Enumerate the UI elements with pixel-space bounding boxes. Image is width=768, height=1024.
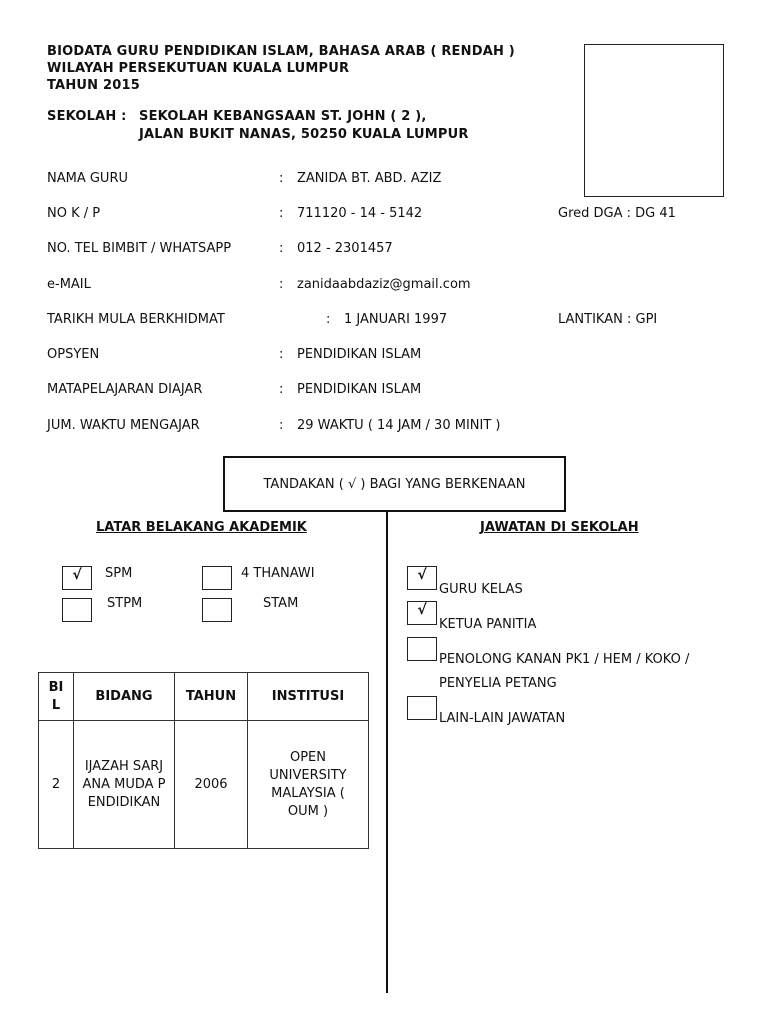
checkbox-label-spm: SPM	[105, 566, 133, 581]
column-header-institusi: INSTITUSI	[248, 673, 369, 721]
field-separator: :	[279, 347, 284, 362]
field-separator: :	[279, 171, 284, 186]
field-separator: :	[279, 206, 284, 221]
column-header-bidang: BIDANG	[74, 673, 175, 721]
cell-bidang: IJAZAH SARJANA MUDA PENDIDIKAN	[74, 721, 175, 849]
checkbox-label-ketua-panitia: KETUA PANITIA	[439, 617, 537, 632]
academic-table	[38, 672, 369, 849]
field-separator: :	[279, 418, 284, 433]
column-header-tahun: TAHUN	[175, 673, 248, 721]
column-divider	[386, 512, 388, 993]
checkbox-stam[interactable]	[202, 598, 232, 622]
checkbox-penolong-kanan[interactable]	[407, 637, 437, 661]
cell-institusi: OPEN UNIVERSITY MALAYSIA ( OUM )	[248, 721, 369, 849]
cell-tahun: 2006	[175, 721, 248, 849]
checkbox-lain-lain[interactable]	[407, 696, 437, 720]
checkbox-guru-kelas[interactable]: √	[407, 566, 437, 590]
field-label: NO K / P	[47, 206, 101, 221]
field-value: 012 - 2301457	[297, 241, 393, 256]
checkbox-label-penolong-kanan: PENOLONG KANAN PK1 / HEM / KOKO /	[439, 652, 690, 667]
field-label: OPSYEN	[47, 347, 100, 362]
field-value: 711120 - 14 - 5142	[297, 206, 423, 221]
field-value: 29 WAKTU ( 14 JAM / 30 MINIT )	[297, 418, 501, 433]
table-header-row	[39, 673, 369, 721]
checkbox-label-lain-lain: LAIN-LAIN JAWATAN	[439, 711, 566, 726]
checkbox-spm[interactable]: √	[62, 566, 92, 590]
field-label: NAMA GURU	[47, 171, 128, 186]
field-separator: :	[279, 277, 284, 292]
cell-bil: 2	[39, 721, 74, 849]
field-separator: :	[326, 312, 331, 327]
field-label: NO. TEL BIMBIT / WHATSAPP	[47, 241, 232, 256]
checkbox-ketua-panitia[interactable]: √	[407, 601, 437, 625]
photo-box	[584, 44, 724, 197]
checkbox-label-4-thanawi: 4 THANAWI	[241, 566, 315, 581]
form-title-line1: BIODATA GURU PENDIDIKAN ISLAM, BAHASA ARAB ( RENDAH )	[47, 44, 515, 59]
field-value: 1 JANUARI 1997	[344, 312, 448, 327]
field-separator: :	[279, 241, 284, 256]
school-name-line1: SEKOLAH KEBANGSAAN ST. JOHN ( 2 ),	[139, 109, 427, 124]
column-header-bil: BIL	[39, 673, 74, 721]
field-value: zanidaabdaziz@gmail.com	[297, 277, 471, 292]
school-label: SEKOLAH :	[47, 109, 127, 124]
field-separator: :	[279, 382, 284, 397]
checkbox-stpm[interactable]	[62, 598, 92, 622]
field-value: ZANIDA BT. ABD. AZIZ	[297, 171, 442, 186]
checkbox-label-stam: STAM	[263, 596, 299, 611]
field-label: TARIKH MULA BERKHIDMAT	[47, 312, 225, 327]
jawatan-section-title: JAWATAN DI SEKOLAH	[480, 520, 639, 535]
checkbox-label-penyelia-petang: PENYELIA PETANG	[439, 676, 557, 691]
field-label: MATAPELAJARAN DIAJAR	[47, 382, 203, 397]
checkbox-label-guru-kelas: GURU KELAS	[439, 582, 523, 597]
checkbox-4-thanawi[interactable]	[202, 566, 232, 590]
instruction-box: TANDAKAN ( √ ) BAGI YANG BERKENAAN	[223, 456, 566, 512]
field-value: PENDIDIKAN ISLAM	[297, 347, 422, 362]
gred-dga: Gred DGA : DG 41	[558, 206, 676, 221]
field-label: JUM. WAKTU MENGAJAR	[47, 418, 200, 433]
lantikan: LANTIKAN : GPI	[558, 312, 658, 327]
form-title-line3: TAHUN 2015	[47, 78, 140, 93]
table-row	[39, 721, 369, 849]
field-value: PENDIDIKAN ISLAM	[297, 382, 422, 397]
checkbox-label-stpm: STPM	[107, 596, 143, 611]
form-title-line2: WILAYAH PERSEKUTUAN KUALA LUMPUR	[47, 61, 350, 76]
field-label: e-MAIL	[47, 277, 91, 292]
school-name-line2: JALAN BUKIT NANAS, 50250 KUALA LUMPUR	[139, 127, 469, 142]
academic-section-title: LATAR BELAKANG AKADEMIK	[96, 520, 307, 535]
